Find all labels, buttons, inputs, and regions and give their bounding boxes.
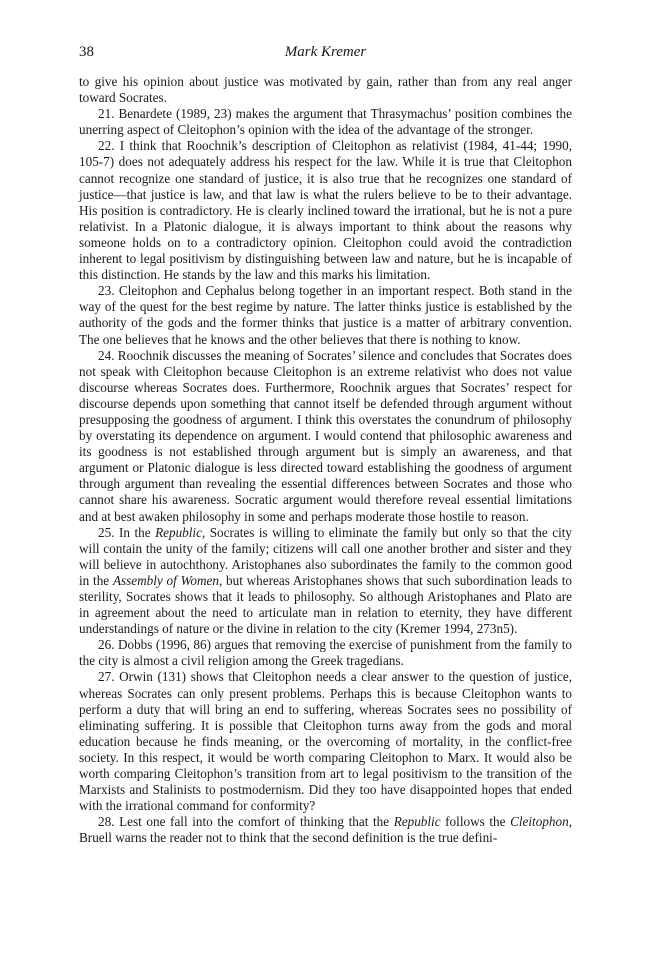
title-republic: Republic xyxy=(393,814,441,830)
note-24: 24. Roochnik discusses the meaning of Socrates’ silence and concludes that Socrates does not speak with Cleitophon because Cleitophon is an extreme relativist who does not value discourse whereas Socrates does. Furthermore, Roochnik argues that Socrates’ respect for discourse depends upon something that cannot itself be defended through argument without presupposing the goodness of argument. I think this overstates the conundrum of philosophy by overstating its dependence on argument. I would contend that philosophic awareness and its goodness is not established through argument but is simply an awareness, and that argument or Platonic dialogue is less directed toward establishing the goodness of argument through argument than revealing the essential differences between Socrates and those who cannot share his awareness. Socratic argument would therefore reveal essential limitations and at best awaken philosophy in some and perhaps moderate those hostile to reason. xyxy=(79,347,573,524)
title-cleitophon: Cleitophon xyxy=(510,814,569,830)
title-republic: Republic xyxy=(155,524,202,540)
note-22: 22. I think that Roochnik’s description of Cleitophon as relativist (1984, 41-44; 1990, 105-7) does not adequately address his respect for the law. While it is true that Cleitophon cannot recognize one standard of justice, it is also true that he recognizes one standard of justice—that justice is law, and that law is what the rulers believe to be to their advantage. His position is contradictory. He is clearly inclined toward the irrational, but he is not a pure relativist. In a Platonic dialogue, it is always important to think about the reasons why someone holds on to a contradictory opinion. Cleitophon could avoid the contradiction inherent to legal positivism by distinguishing between law and nature, but he is incapable of this distinction. He stands by the law and this marks his limitation. xyxy=(79,138,572,283)
note-continuation: to give his opinion about justice was motivated by gain, rather than from any real anger toward Socrates. xyxy=(79,74,572,106)
page-number: 38 xyxy=(79,44,94,60)
note-26: 26. Dobbs (1996, 86) argues that removing the exercise of punishment from the family to the city is almost a civil religion among the Greek tragedians. xyxy=(79,637,572,669)
note-23: 23. Cleitophon and Cephalus belong together in an important respect. Both stand in the way of the quest for the best regime by nature. The latter thinks justice is established by the authority of the gods and the former thinks that justice is a matter of arbitrary convention. The one believes that he knows and the other believes that there is nothing to know. xyxy=(79,283,572,347)
title-assembly-of-women: Assembly of Women xyxy=(112,572,219,588)
note-21: 21. Benardete (1989, 23) makes the argument that Thrasymachus’ position combines the unerring aspect of Cleitophon’s opinion with the idea of the advantage of the stronger. xyxy=(79,106,572,138)
page-header xyxy=(79,44,572,66)
note-28: 28. Lest one fall into the comfort of thinking that the Republic follows the Cleitophon, Bruell warns the reader not to think that the second definition is the true defini- xyxy=(79,814,572,846)
endnotes xyxy=(79,74,572,847)
running-head-author: Mark Kremer xyxy=(284,44,367,60)
note-25: 25. In the Republic, Socrates is willing to eliminate the family but only so that the city will contain the unity of the family; citizens will call one another brother and sister and they will believe in autochthony. Aristophanes also subordinates the family to the common good in the Assembly of Women, but whereas Aristophanes shows that such subordination leads to sterility, Socrates shows that it leads to philosophy. So although Aristophanes and Plato are in agreement about the need to articulate man in relation to eternity, they have different understandings of nature or the divine in relation to the city (Kremer 1994, 273n5). xyxy=(79,524,573,637)
note-27: 27. Orwin (131) shows that Cleitophon needs a clear answer to the question of justice, whereas Socrates can only present problems. Perhaps this is because Cleitophon wants to perform a duty that will bring an end to suffering, whereas Socrates sees no possibility of eliminating suffering. It is possible that Cleitophon turns away from the gods and moral education because he finds meaning, or the overcoming of mortality, in the conflict-free society. In this respect, it would be worth comparing Cleitophon to Marx. It would also be worth comparing Cleitophon’s transition from art to legal positivism to the transition of the Marxists and Stalinists to postmodernism. Did they too have disappointed hopes that ended with the irrational command for conformity? xyxy=(79,669,572,814)
